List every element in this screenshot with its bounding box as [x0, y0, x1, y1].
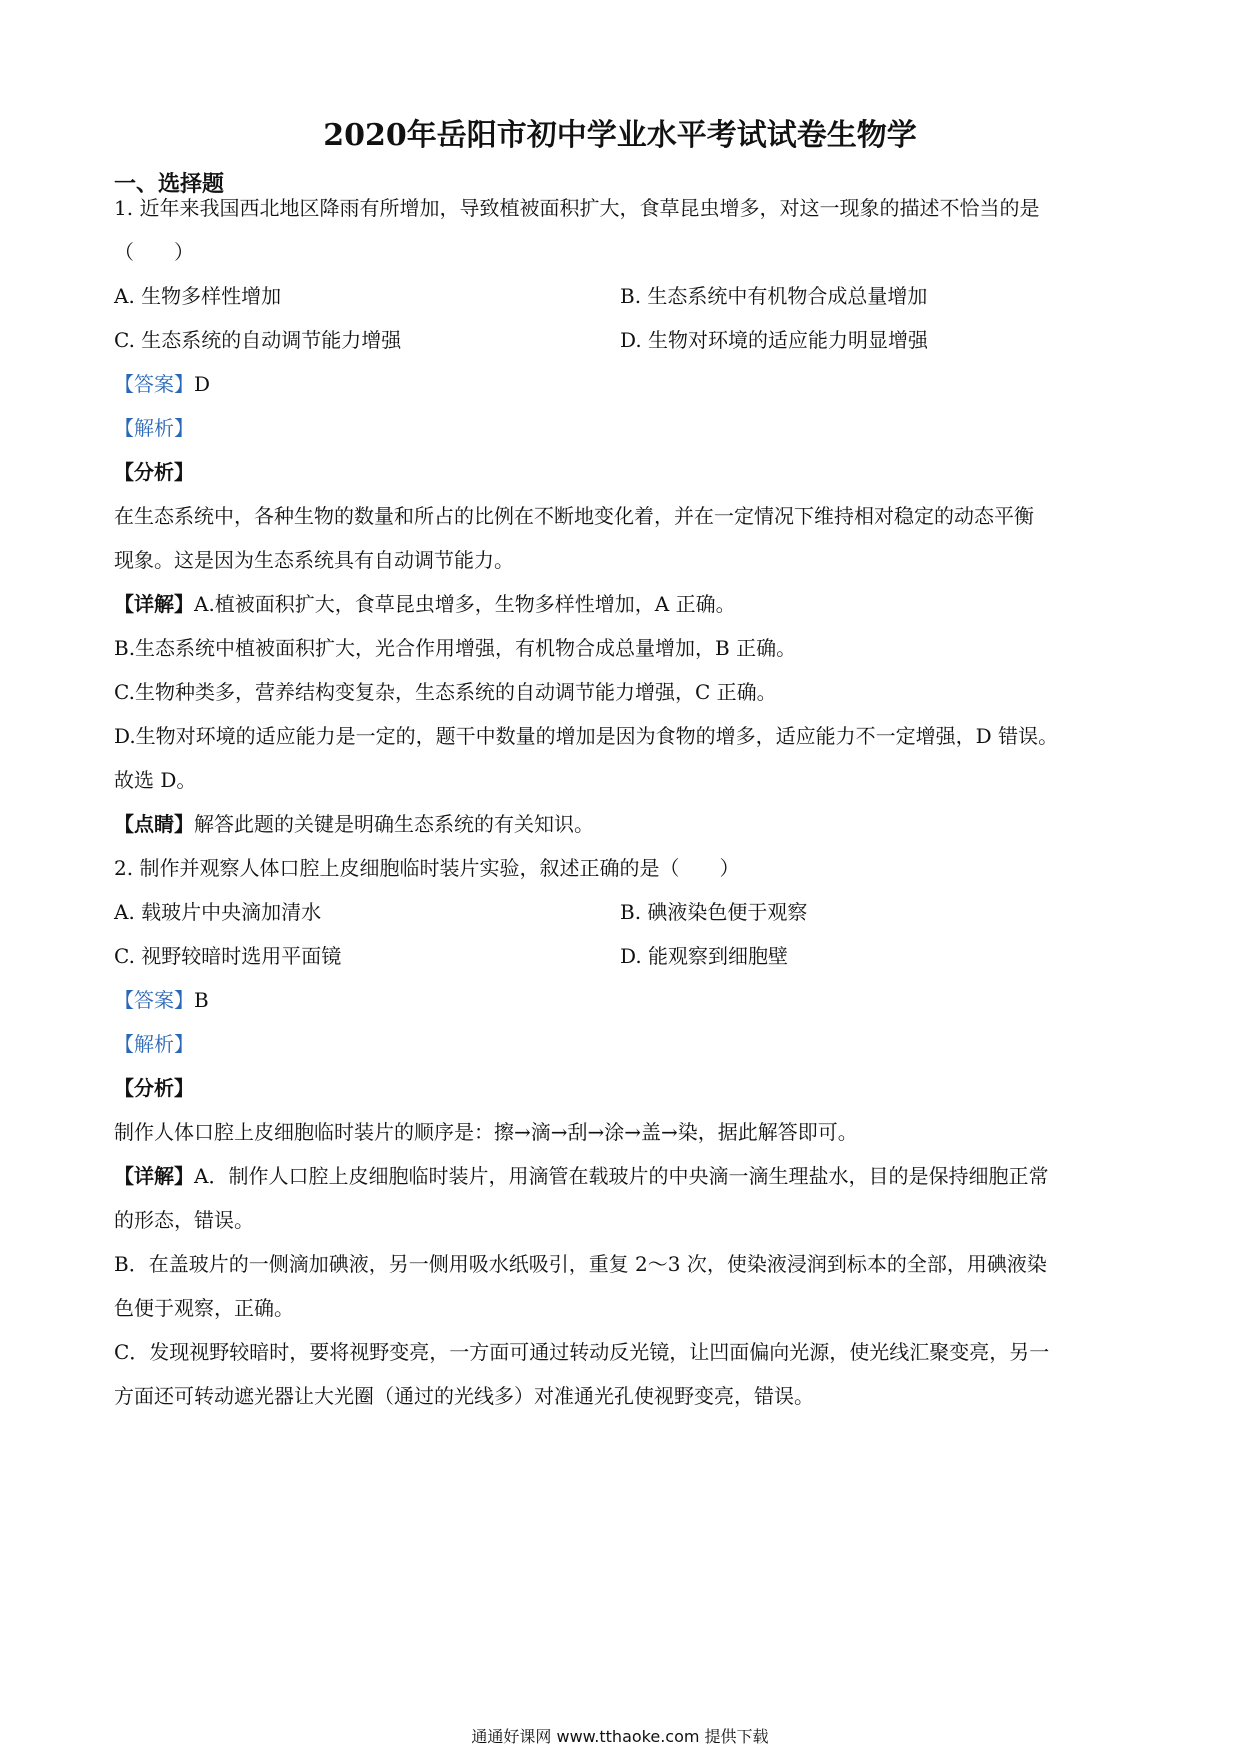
q1-option-d: D. 生物对环境的适应能力明显增强	[620, 328, 929, 352]
q1-detail-d: D.生物对环境的适应能力是一定的，题干中数量的增加是因为食物的增多，适应能力不一定增强，D 错误。	[114, 724, 1059, 748]
detail-tag: 【详解】	[114, 592, 194, 616]
q2-detail-c: C．发现视野较暗时，要将视野变亮，一方面可通过转动反光镜，让凹面偏向光源，使光线汇聚变亮，另一	[114, 1340, 1050, 1364]
q2-option-b: B. 碘液染色便于观察	[620, 900, 808, 924]
q2-option-d: D. 能观察到细胞壁	[620, 944, 789, 968]
dianjing-tag: 【点睛】	[114, 812, 194, 836]
q1-stem-blank: （ ）	[114, 240, 194, 264]
q1-fenxi-text: 在生态系统中，各种生物的数量和所占的比例在不断地变化着，并在一定情况下维持相对稳定的动态平衡	[114, 504, 1034, 528]
q1-option-b: B. 生态系统中有机物合成总量增加	[620, 284, 928, 308]
footer-watermark: 通通好课网 www.tthaoke.com 提供下载	[471, 1727, 769, 1746]
q1-stem: 1. 近年来我国西北地区降雨有所增加，导致植被面积扩大，食草昆虫增多，对这一现象的描述不恰当的是	[114, 196, 1040, 220]
detail-tag: 【详解】	[114, 1164, 194, 1188]
detail-text: A.植被面积扩大，食草昆虫增多，生物多样性增加，A 正确。	[194, 592, 736, 616]
q2-option-c: C. 视野较暗时选用平面镜	[114, 944, 342, 968]
answer-value: B	[194, 988, 209, 1012]
q2-fenxi-tag: 【分析】	[114, 1076, 194, 1100]
q2-fenxi-text: 制作人体口腔上皮细胞临时装片的顺序是：擦→滴→刮→涂→盖→染，据此解答即可。	[114, 1120, 858, 1144]
answer-value: D	[194, 372, 211, 396]
q2-option-a: A. 载玻片中央滴加清水	[114, 900, 322, 924]
answer-tag: 【答案】	[114, 372, 194, 396]
dianjing-text: 解答此题的关键是明确生态系统的有关知识。	[194, 812, 594, 836]
q2-answer	[114, 986, 209, 1014]
q1-conclusion: 故选 D。	[114, 768, 197, 792]
q2-stem: 2. 制作并观察人体口腔上皮细胞临时装片实验，叙述正确的是（ ）	[114, 856, 740, 880]
q2-detail-b-cont: 色便于观察，正确。	[114, 1296, 294, 1320]
q2-detail-c-cont: 方面还可转动遮光器让大光圈（通过的光线多）对准通光孔使视野变亮，错误。	[114, 1384, 814, 1408]
answer-tag: 【答案】	[114, 988, 194, 1012]
q1-fenxi-tag: 【分析】	[114, 460, 194, 484]
q2-detail-b: B．在盖玻片的一侧滴加碘液，另一侧用吸水纸吸引，重复 2～3 次，使染液浸润到标本的全部，用碘液染	[114, 1252, 1047, 1276]
section-heading: 一、选择题	[114, 171, 225, 197]
q2-jiexi-tag: 【解析】	[114, 1032, 194, 1056]
q1-option-a: A. 生物多样性增加	[114, 284, 282, 308]
page-title: 2020年岳阳市初中学业水平考试试卷生物学	[323, 118, 917, 153]
q1-fenxi-text-cont: 现象。这是因为生态系统具有自动调节能力。	[114, 548, 514, 572]
q1-jiexi-tag: 【解析】	[114, 416, 194, 440]
q2-detail-a	[114, 1162, 1048, 1190]
q2-detail-a-cont: 的形态，错误。	[114, 1208, 254, 1232]
q1-dianjing	[114, 810, 594, 838]
q1-answer	[114, 370, 210, 398]
q1-detail-b: B.生态系统中植被面积扩大，光合作用增强，有机物合成总量增加，B 正确。	[114, 636, 797, 660]
q1-detail-a	[114, 590, 736, 618]
detail-text: A．制作人口腔上皮细胞临时装片，用滴管在载玻片的中央滴一滴生理盐水，目的是保持细胞正常	[194, 1164, 1049, 1188]
q1-detail-c: C.生物种类多，营养结构变复杂，生态系统的自动调节能力增强，C 正确。	[114, 680, 777, 704]
q1-option-c: C. 生态系统的自动调节能力增强	[114, 328, 402, 352]
